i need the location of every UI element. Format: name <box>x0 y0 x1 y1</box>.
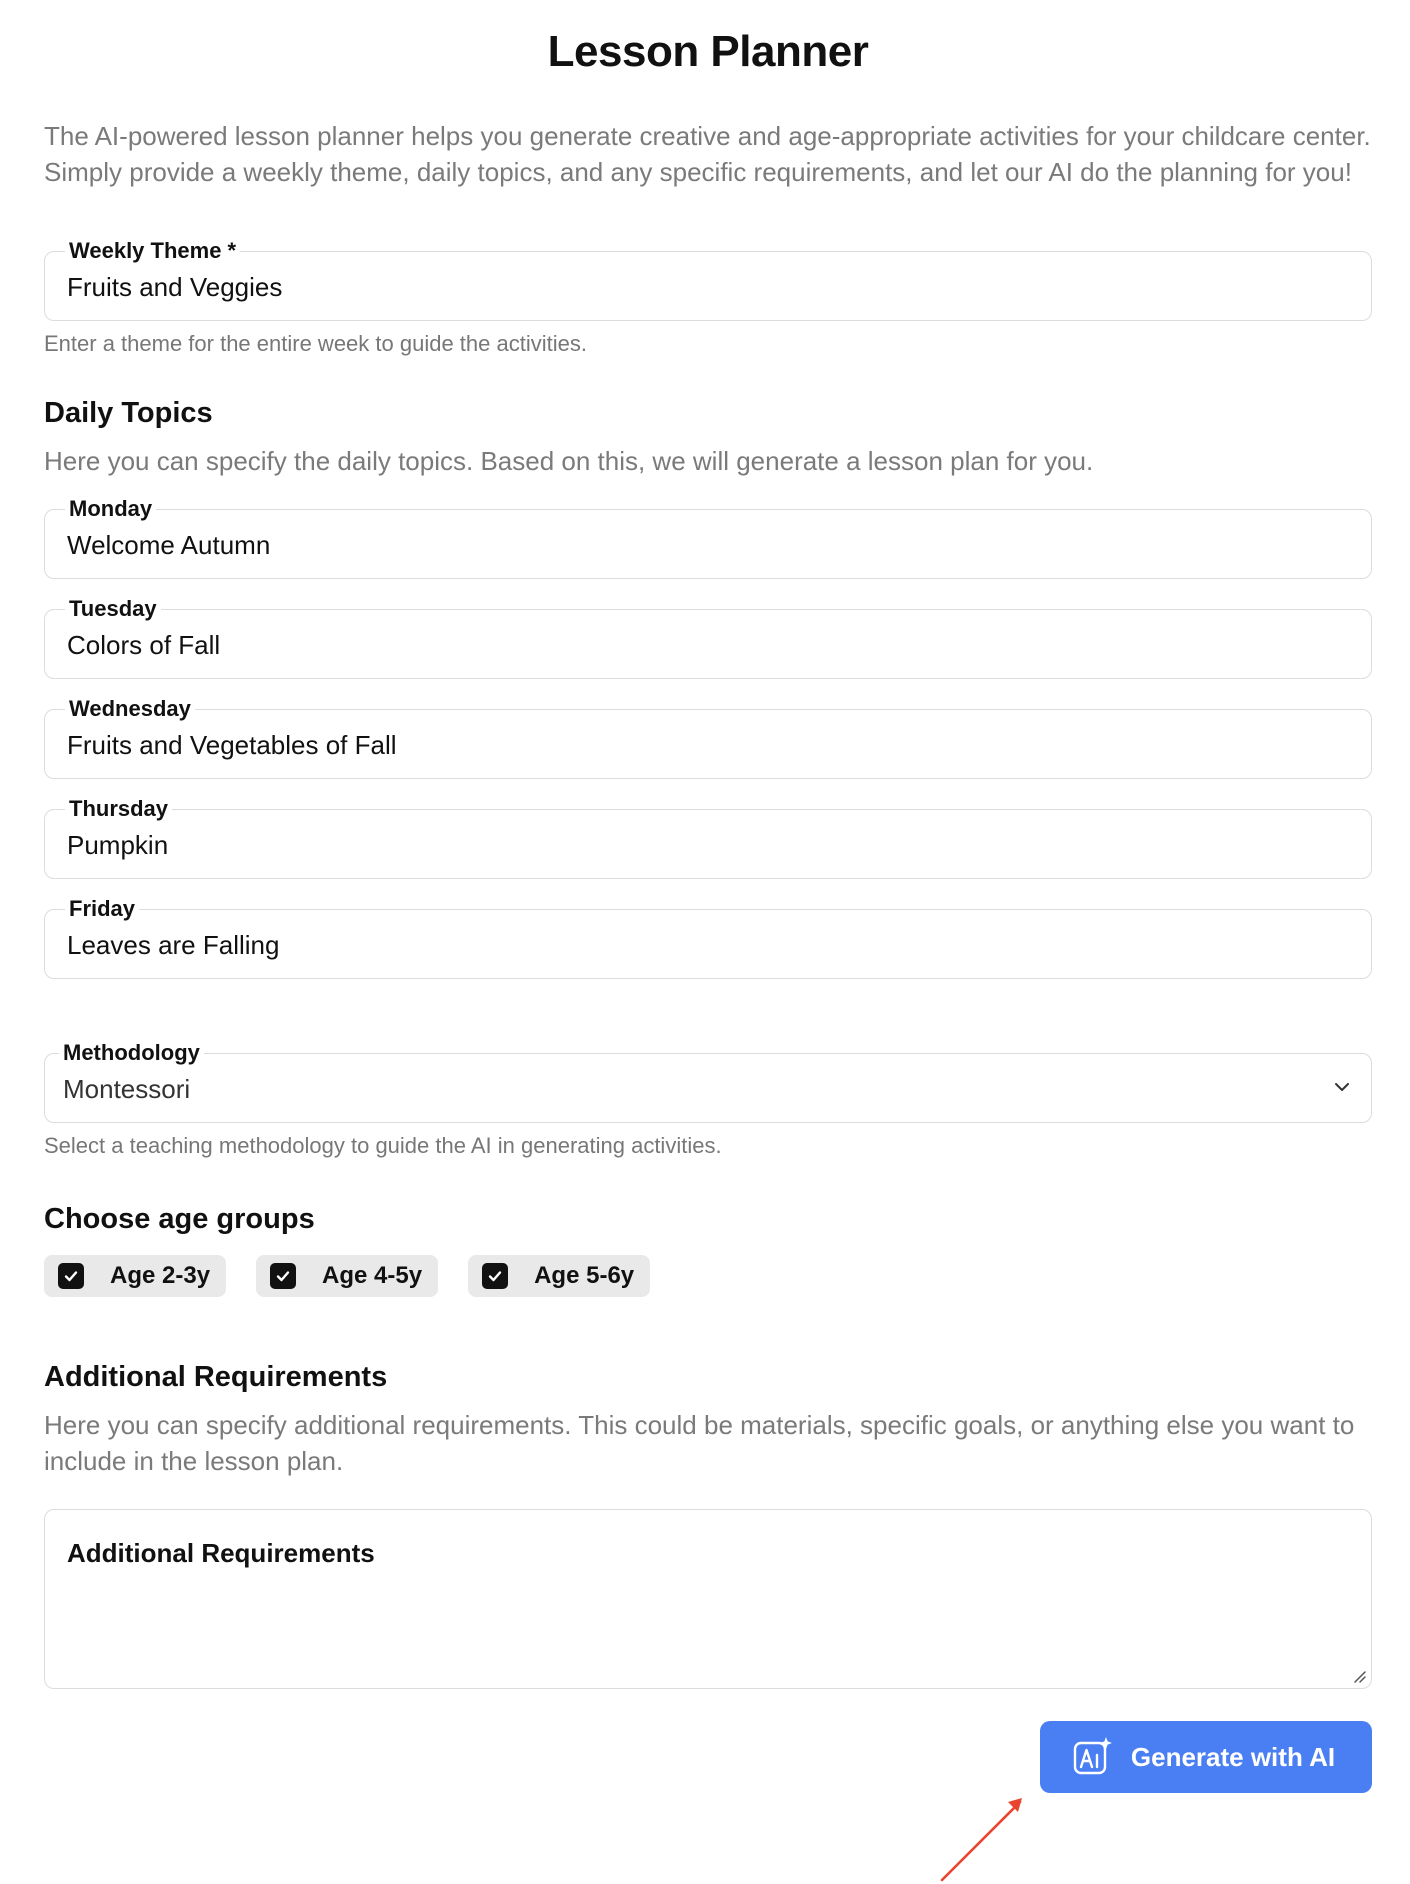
checkbox-checked-icon[interactable] <box>270 1263 296 1289</box>
day-field-monday[interactable] <box>44 496 1372 579</box>
weekly-theme-label: Weekly Theme * <box>65 238 240 264</box>
page-intro: The AI-powered lesson planner helps you generate creative and age-appropriate activities for your childcare center. Simply provide a weekly theme, daily topics, and any specific requirements, and let our AI do the planning for you! <box>44 121 1371 187</box>
day-field-friday[interactable] <box>44 896 1372 979</box>
day-field-thursday[interactable] <box>44 796 1372 879</box>
weekly-theme-input[interactable]: Fruits and Veggies <box>67 272 283 302</box>
lesson-planner-page <box>44 0 1372 1793</box>
weekly-theme-field[interactable] <box>44 238 1372 321</box>
chevron-down-icon[interactable] <box>1333 1078 1351 1096</box>
age-chip-label: Age 2-3y <box>110 1262 211 1289</box>
additional-requirements-description: Here you can specify additional requirements. This could be materials, specific goals, or anything else you want to include in the lesson plan. <box>44 1410 1355 1476</box>
checkbox-checked-icon[interactable] <box>58 1263 84 1289</box>
additional-requirements-textarea[interactable] <box>44 1509 1372 1689</box>
methodology-select[interactable] <box>44 1040 1372 1123</box>
day-label: Monday <box>65 496 156 522</box>
age-chip-4-5[interactable] <box>256 1255 438 1297</box>
day-topic-input[interactable]: Welcome Autumn <box>67 530 271 560</box>
day-field-wednesday[interactable] <box>44 696 1372 779</box>
daily-topics-description: Here you can specify the daily topics. Based on this, we will generate a lesson plan for you. <box>44 446 1094 476</box>
age-chip-label: Age 4-5y <box>322 1262 423 1289</box>
generate-button-label: Generate with AI <box>1130 1741 1336 1772</box>
age-groups-title: Choose age groups <box>44 1203 315 1235</box>
day-topic-input[interactable]: Fruits and Vegetables of Fall <box>67 730 397 760</box>
day-topic-input[interactable]: Pumpkin <box>67 830 169 860</box>
methodology-value: Montessori <box>63 1074 191 1104</box>
age-chip-2-3[interactable] <box>44 1255 226 1297</box>
methodology-helper: Select a teaching methodology to guide the AI in generating activities. <box>44 1133 722 1158</box>
page-title: Lesson Planner <box>547 27 869 76</box>
age-groups-list <box>44 1255 1372 1297</box>
ai-sparkle-icon <box>1071 1735 1115 1779</box>
checkbox-checked-icon[interactable] <box>482 1263 508 1289</box>
weekly-theme-helper: Enter a theme for the entire week to guide the activities. <box>44 331 587 356</box>
day-topic-input[interactable]: Colors of Fall <box>67 630 221 660</box>
age-chip-label: Age 5-6y <box>534 1262 635 1289</box>
additional-requirements-title: Additional Requirements <box>44 1361 388 1393</box>
day-label: Thursday <box>65 796 172 822</box>
generate-with-ai-button[interactable] <box>1040 1721 1372 1793</box>
additional-requirements-placeholder: Additional Requirements <box>67 1538 375 1568</box>
day-topic-input[interactable]: Leaves are Falling <box>67 930 280 960</box>
day-label: Tuesday <box>65 596 161 622</box>
resize-handle-icon[interactable] <box>1351 1668 1367 1684</box>
red-arrow-icon <box>938 1788 1028 1884</box>
daily-topics-title: Daily Topics <box>44 397 213 429</box>
day-label: Friday <box>65 896 139 922</box>
age-chip-5-6[interactable] <box>468 1255 650 1297</box>
day-label: Wednesday <box>65 696 195 722</box>
methodology-label: Methodology <box>59 1040 204 1066</box>
day-field-tuesday[interactable] <box>44 596 1372 679</box>
